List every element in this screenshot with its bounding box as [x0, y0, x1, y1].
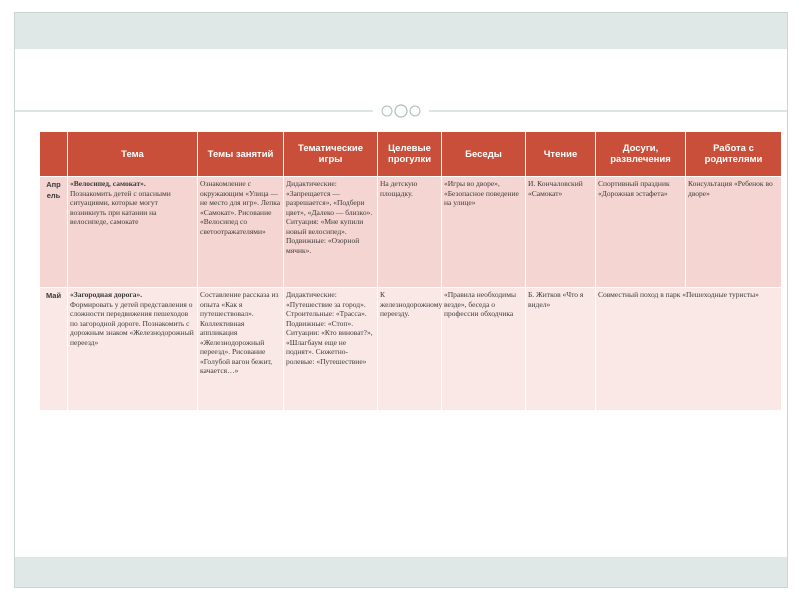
- top-band: [15, 13, 787, 49]
- activity-plan-table: [39, 131, 782, 411]
- topic-cell: [68, 177, 198, 288]
- reading-cell: Б. Житков «Что я видел»: [526, 288, 596, 411]
- table-row: [40, 288, 782, 411]
- header-lessons: Темы занятий: [198, 132, 284, 177]
- header-games: Тематические игры: [284, 132, 378, 177]
- leisure-cell: Совместный поход в парк «Пешеходные туристы»: [596, 288, 782, 411]
- parents-cell: Консультация «Ребенок во дворе»: [686, 177, 782, 288]
- header-row: [40, 132, 782, 177]
- topic-title: «Загородная дорога».: [70, 290, 143, 299]
- topic-cell: [68, 288, 198, 411]
- table-row: [40, 177, 782, 288]
- talks-cell: «Игры во дворе», «Безопасное поведение на улице»: [442, 177, 526, 288]
- bottom-band: [15, 557, 787, 587]
- header-walks: Целевые прогулки: [378, 132, 442, 177]
- topic-text: Познакомить детей с опасными ситуациями, которые могут возникнуть при катании на велосипеде, самокате: [70, 188, 171, 226]
- talks-cell: «Правила необходимы везде», беседа о профессии обходчика: [442, 288, 526, 411]
- reading-cell: И. Кончаловский «Самокат»: [526, 177, 596, 288]
- header-topic: Тема: [68, 132, 198, 177]
- slide-frame: [14, 12, 788, 588]
- games-cell: Дидактические: «Путешествие за город». Строительные: «Трасса». Подвижные: «Стоп». Ситуации: «Кто виноват?», «Шлагбаум еще не поднят». Сюжетно-ролевые: «Путешествие»: [284, 288, 378, 411]
- month-cell: Апрель: [40, 177, 68, 288]
- month-cell: Май: [40, 288, 68, 411]
- divider-ornament: [15, 101, 787, 121]
- header-leisure: Досуги, развлечения: [596, 132, 686, 177]
- topic-text: Формировать у детей представления о сложности передвижения пешеходов по загородной дороге. Познакомить с дорожным знаком «Железнодорожный переезд»: [70, 299, 194, 347]
- games-cell: Дидактические: «Запрещается — разрешается», «Подбери цвет», «Далеко — близко». Ситуация: «Мне купили новый велосипед». Подвижные: «Озорной мячик».: [284, 177, 378, 288]
- lessons-cell: Ознакомление с окружающим «Улица — не место для игр». Лепка «Самокат». Рисование «Велосипед со светоотражателями»: [198, 177, 284, 288]
- topic-title: «Велосипед, самокат».: [70, 179, 146, 188]
- lessons-cell: Составление рассказа из опыта «Как я путешествовал». Коллективная аппликация «Железнодорожный переезд». Рисование «Голубой вагон бежит, качается…»: [198, 288, 284, 411]
- header-talks: Беседы: [442, 132, 526, 177]
- leisure-cell: Спортивный праздник «Дорожная эстафета»: [596, 177, 686, 288]
- header-month: [40, 132, 68, 177]
- header-parents: Работа с родителями: [686, 132, 782, 177]
- walks-cell: К железнодорожному переезду.: [378, 288, 442, 411]
- walks-cell: На детскую площадку.: [378, 177, 442, 288]
- header-reading: Чтение: [526, 132, 596, 177]
